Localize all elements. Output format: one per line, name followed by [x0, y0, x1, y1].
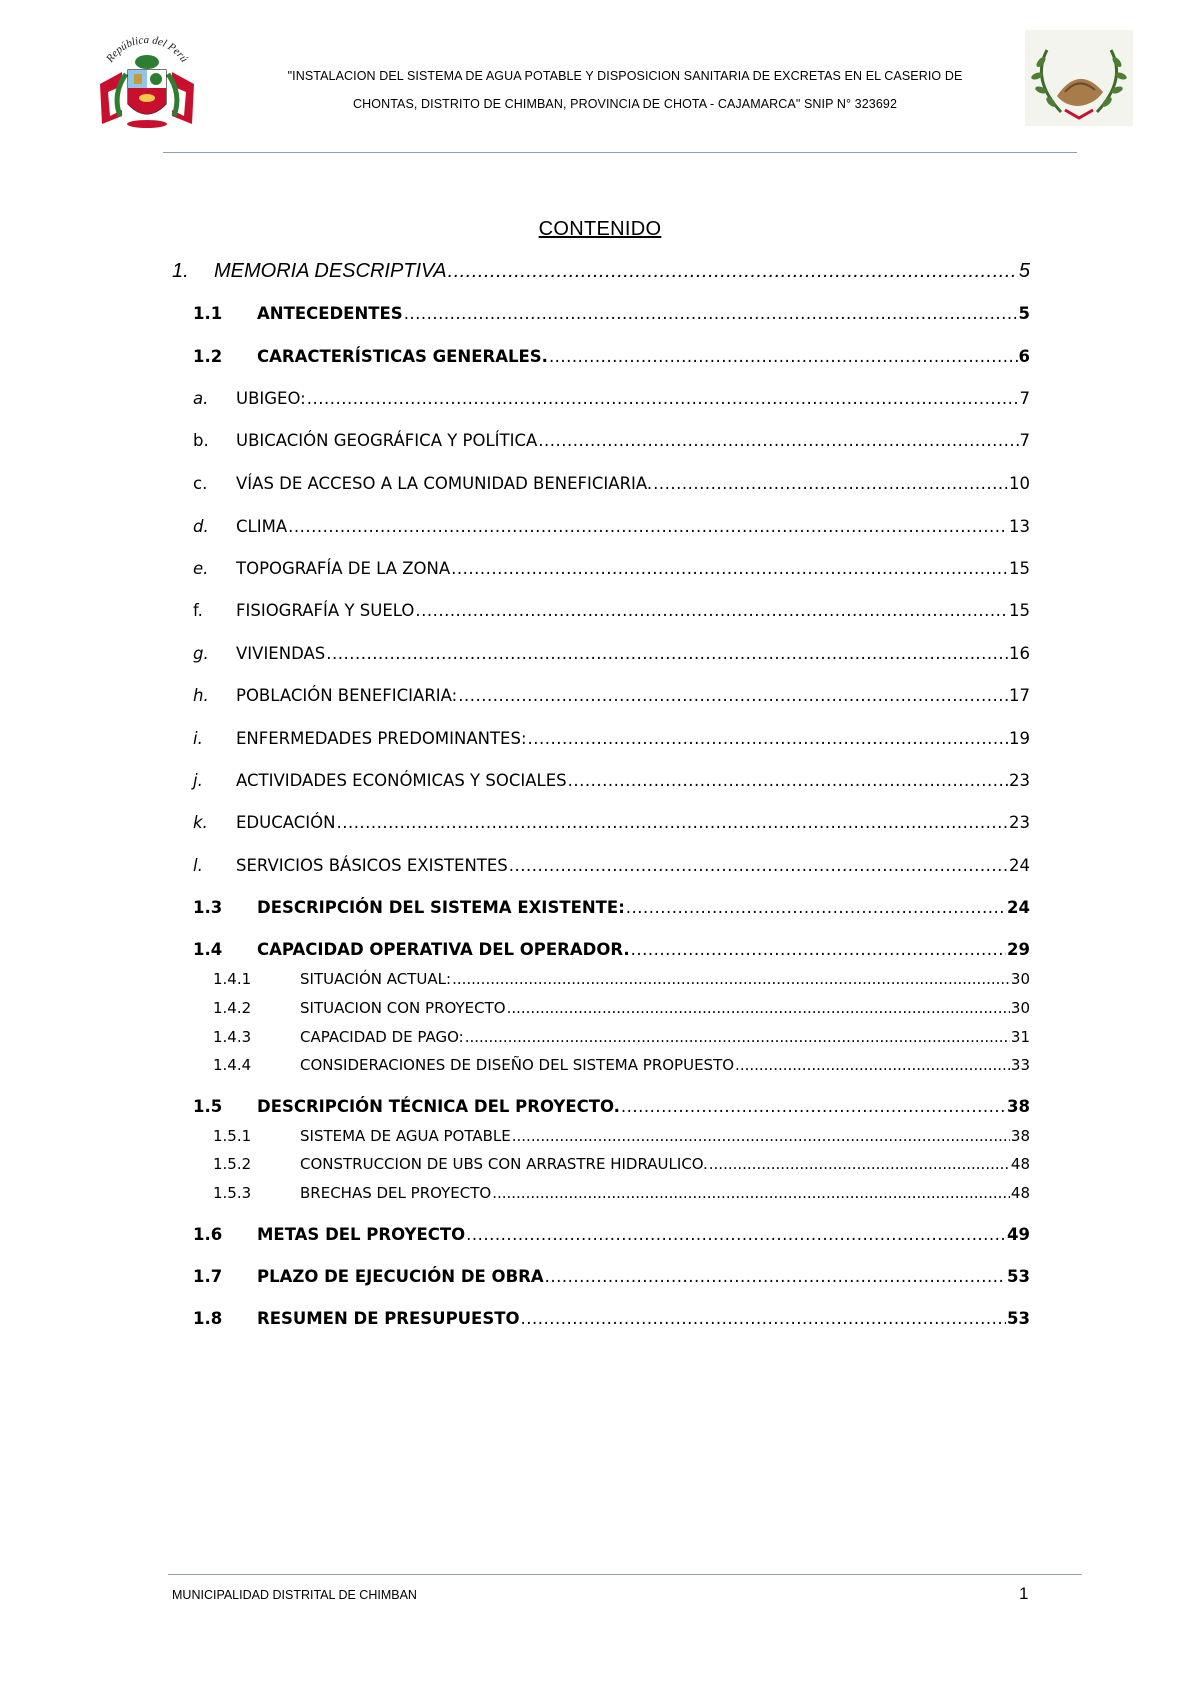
toc-dot-leader: [509, 856, 1008, 875]
toc-entry-number: 1.4.3: [213, 1028, 252, 1046]
toc-entry-number: a.: [193, 389, 209, 408]
toc-entry-label: RESUMEN DE PRESUPUESTO: [257, 1309, 520, 1328]
toc-entry-number: j.: [193, 771, 203, 790]
toc-entry[interactable]: [193, 813, 1030, 832]
toc-entry[interactable]: [172, 260, 1030, 283]
toc-entry-label: ENFERMEDADES PREDOMINANTES:: [236, 729, 527, 748]
peru-coat-of-arms-icon: [92, 24, 202, 136]
toc-dot-leader: [621, 1097, 1006, 1116]
toc-entry[interactable]: [193, 347, 1030, 366]
toc-entry[interactable]: [213, 1155, 1030, 1173]
toc-entry-label: MEMORIA DESCRIPTIVA: [214, 260, 447, 282]
toc-entry-page: 31: [1010, 1028, 1030, 1046]
toc-entry-label: SERVICIOS BÁSICOS EXISTENTES: [236, 856, 508, 875]
toc-entry-page: 16: [1009, 644, 1030, 663]
toc-entry-label: VÍAS DE ACCESO A LA COMUNIDAD BENEFICIARIA.: [236, 474, 653, 493]
toc-entry-page: 30: [1010, 999, 1030, 1017]
toc-entry-number: h.: [193, 686, 209, 705]
toc-dot-leader: [466, 1225, 1006, 1244]
toc-entry-number: 1.3: [193, 898, 223, 917]
toc-dot-leader: [404, 304, 1018, 323]
toc-entry-number: g.: [193, 644, 209, 663]
toc-entry-page: 30: [1010, 970, 1030, 988]
toc-entry-label: FISIOGRAFÍA Y SUELO: [236, 601, 415, 620]
toc-entry-page: 38: [1010, 1127, 1030, 1145]
toc-entry-label: PLAZO DE EJECUCIÓN DE OBRA: [257, 1267, 544, 1286]
toc-entry[interactable]: [193, 601, 1030, 620]
toc-entry-page: 53: [1007, 1267, 1030, 1286]
svg-text:República del Perú: República del Perú: [104, 34, 191, 65]
toc-entry-page: 48: [1010, 1184, 1030, 1202]
header-divider: [163, 152, 1077, 153]
toc-entry-number: 1.4.4: [213, 1056, 252, 1074]
project-title-header: [240, 62, 1010, 118]
toc-entry-label: VIVIENDAS: [236, 644, 326, 663]
toc-entry-label: SITUACION CON PROYECTO: [300, 999, 506, 1017]
toc-dot-leader: [507, 999, 1010, 1017]
toc-entry-page: 10: [1009, 474, 1030, 493]
toc-dot-leader: [452, 970, 1010, 988]
toc-dot-leader: [336, 813, 1008, 832]
toc-entry-number: 1.2: [193, 347, 223, 366]
toc-entry[interactable]: [193, 389, 1030, 408]
toc-entry-label: UBIGEO:: [236, 389, 306, 408]
toc-entry-page: 5: [1018, 260, 1030, 282]
toc-entry[interactable]: [193, 729, 1030, 748]
toc-entry-label: CONSIDERACIONES DE DISEÑO DEL SISTEMA PROPUESTO: [300, 1056, 735, 1074]
toc-entry[interactable]: [193, 898, 1030, 917]
toc-dot-leader: [735, 1056, 1010, 1074]
toc-entry-number: 1.6: [193, 1225, 223, 1244]
page-number: 1: [1019, 1584, 1029, 1603]
toc-entry[interactable]: [193, 940, 1030, 959]
toc-entry-number: 1.: [172, 260, 189, 282]
footer-divider: [168, 1574, 1082, 1575]
toc-dot-leader: [568, 771, 1008, 790]
toc-entry-number: i.: [193, 729, 203, 748]
toc-entry-label: CARACTERÍSTICAS GENERALES.: [257, 347, 548, 366]
toc-entry[interactable]: [213, 999, 1030, 1017]
toc-entry-page: 7: [1019, 431, 1030, 450]
toc-entry[interactable]: [193, 431, 1030, 450]
toc-entry-page: 15: [1009, 559, 1030, 578]
toc-entry-number: e.: [193, 559, 209, 578]
toc-entry[interactable]: [193, 771, 1030, 790]
toc-entry-label: ACTIVIDADES ECONÓMICAS Y SOCIALES: [236, 771, 567, 790]
toc-dot-leader: [512, 1127, 1010, 1145]
toc-dot-leader: [545, 1267, 1006, 1286]
laurel-wreath-emblem-icon: [1025, 30, 1133, 126]
toc-dot-leader: [458, 686, 1008, 705]
toc-title: CONTENIDO: [538, 218, 662, 240]
toc-entry-number: d.: [193, 517, 209, 536]
toc-entry-number: 1.7: [193, 1267, 223, 1286]
toc-dot-leader: [626, 898, 1006, 917]
header-line-2: CHONTAS, DISTRITO DE CHIMBAN, PROVINCIA DE CHOTA - CAJAMARCA" SNIP N° 323692: [353, 97, 897, 111]
toc-entry-page: 29: [1007, 940, 1030, 959]
toc-entry-number: f.: [193, 601, 203, 620]
toc-entry-label: CAPACIDAD DE PAGO:: [300, 1028, 464, 1046]
toc-entry-number: 1.1: [193, 304, 223, 323]
toc-dot-leader: [528, 729, 1008, 748]
toc-entry-page: 15: [1009, 601, 1030, 620]
toc-entry-page: 23: [1009, 771, 1030, 790]
toc-entry-number: 1.4.1: [213, 970, 252, 988]
toc-dot-leader: [653, 474, 1008, 493]
toc-entry[interactable]: [213, 1127, 1030, 1145]
toc-entry[interactable]: [193, 1225, 1030, 1244]
toc-entry[interactable]: [193, 856, 1030, 875]
toc-entry-page: 13: [1009, 517, 1030, 536]
toc-entry-label: ANTECEDENTES: [257, 304, 403, 323]
toc-entry-number: 1.5.2: [213, 1155, 252, 1173]
toc-entry-number: 1.5.1: [213, 1127, 252, 1145]
toc-entry[interactable]: [213, 1056, 1030, 1074]
toc-entry-page: 5: [1018, 304, 1030, 323]
toc-entry-page: 19: [1009, 729, 1030, 748]
toc-entry-label: POBLACIÓN BENEFICIARIA:: [236, 686, 458, 705]
toc-entry-label: CONSTRUCCION DE UBS CON ARRASTRE HIDRAULICO.: [300, 1155, 708, 1173]
toc-entry-label: EDUCACIÓN: [236, 813, 336, 832]
toc-dot-leader: [448, 260, 1018, 283]
toc-entry-label: CLIMA: [236, 517, 288, 536]
toc-entry[interactable]: [193, 1097, 1030, 1116]
toc-entry[interactable]: [193, 1267, 1030, 1286]
toc-entry[interactable]: [193, 304, 1030, 323]
header-line-1: "INSTALACION DEL SISTEMA DE AGUA POTABLE Y DISPOSICION SANITARIA DE EXCRETAS EN EL CASERIO DE: [287, 69, 963, 83]
toc-entry-number: 1.8: [193, 1309, 223, 1328]
toc-entry-page: 24: [1007, 898, 1030, 917]
toc-entry-page: 33: [1010, 1056, 1030, 1074]
toc-entry-label: SISTEMA DE AGUA POTABLE: [300, 1127, 511, 1145]
toc-entry[interactable]: [193, 559, 1030, 578]
toc-entry[interactable]: [193, 1309, 1030, 1328]
toc-dot-leader: [492, 1184, 1010, 1202]
toc-entry[interactable]: [193, 644, 1030, 663]
footer-municipality: MUNICIPALIDAD DISTRITAL DE CHIMBAN: [172, 1588, 417, 1602]
toc-entry[interactable]: [213, 970, 1030, 988]
toc-dot-leader: [631, 940, 1006, 959]
toc-entry[interactable]: [213, 1028, 1030, 1046]
toc-dot-leader: [307, 389, 1019, 408]
toc-entry-page: 6: [1018, 347, 1030, 366]
toc-entry-label: DESCRIPCIÓN DEL SISTEMA EXISTENTE:: [257, 898, 625, 917]
page-header: [0, 0, 1200, 160]
toc-entry-page: 49: [1007, 1225, 1030, 1244]
toc-entry-label: SITUACIÓN ACTUAL:: [300, 970, 452, 988]
toc-entry-number: l.: [193, 856, 203, 875]
toc-entry-number: 1.5.3: [213, 1184, 252, 1202]
toc-entry[interactable]: [193, 517, 1030, 536]
toc-entry-page: 48: [1010, 1155, 1030, 1173]
toc-dot-leader: [538, 431, 1018, 450]
toc-entry-label: BRECHAS DEL PROYECTO: [300, 1184, 492, 1202]
toc-entry-number: 1.4.2: [213, 999, 252, 1017]
toc-entry[interactable]: [193, 474, 1030, 493]
toc-dot-leader: [288, 517, 1008, 536]
toc-entry-label: METAS DEL PROYECTO: [257, 1225, 466, 1244]
toc-dot-leader: [326, 644, 1008, 663]
toc-dot-leader: [549, 347, 1018, 366]
toc-dot-leader: [415, 601, 1008, 620]
toc-entry-page: 38: [1007, 1097, 1030, 1116]
toc-entry-page: 23: [1009, 813, 1030, 832]
toc-entry-label: CAPACIDAD OPERATIVA DEL OPERADOR.: [257, 940, 630, 959]
toc-entry-number: b.: [193, 431, 209, 450]
toc-entry-page: 24: [1009, 856, 1030, 875]
toc-entry-number: c.: [193, 474, 208, 493]
toc-entry-page: 17: [1009, 686, 1030, 705]
toc-dot-leader: [451, 559, 1008, 578]
toc-dot-leader: [709, 1155, 1010, 1173]
toc-entry-number: k.: [193, 813, 208, 832]
toc-dot-leader: [521, 1309, 1007, 1328]
toc-entry-page: 7: [1019, 389, 1030, 408]
toc-entry-number: 1.4: [193, 940, 223, 959]
toc-entry[interactable]: [193, 686, 1030, 705]
toc-entry-label: UBICACIÓN GEOGRÁFICA Y POLÍTICA: [236, 431, 538, 450]
toc-entry-number: 1.5: [193, 1097, 223, 1116]
toc-dot-leader: [465, 1028, 1010, 1046]
toc-entry-page: 53: [1007, 1309, 1030, 1328]
toc-entry-label: TOPOGRAFÍA DE LA ZONA: [236, 559, 451, 578]
toc-entry-label: DESCRIPCIÓN TÉCNICA DEL PROYECTO.: [257, 1097, 620, 1116]
toc-entry[interactable]: [213, 1184, 1030, 1202]
